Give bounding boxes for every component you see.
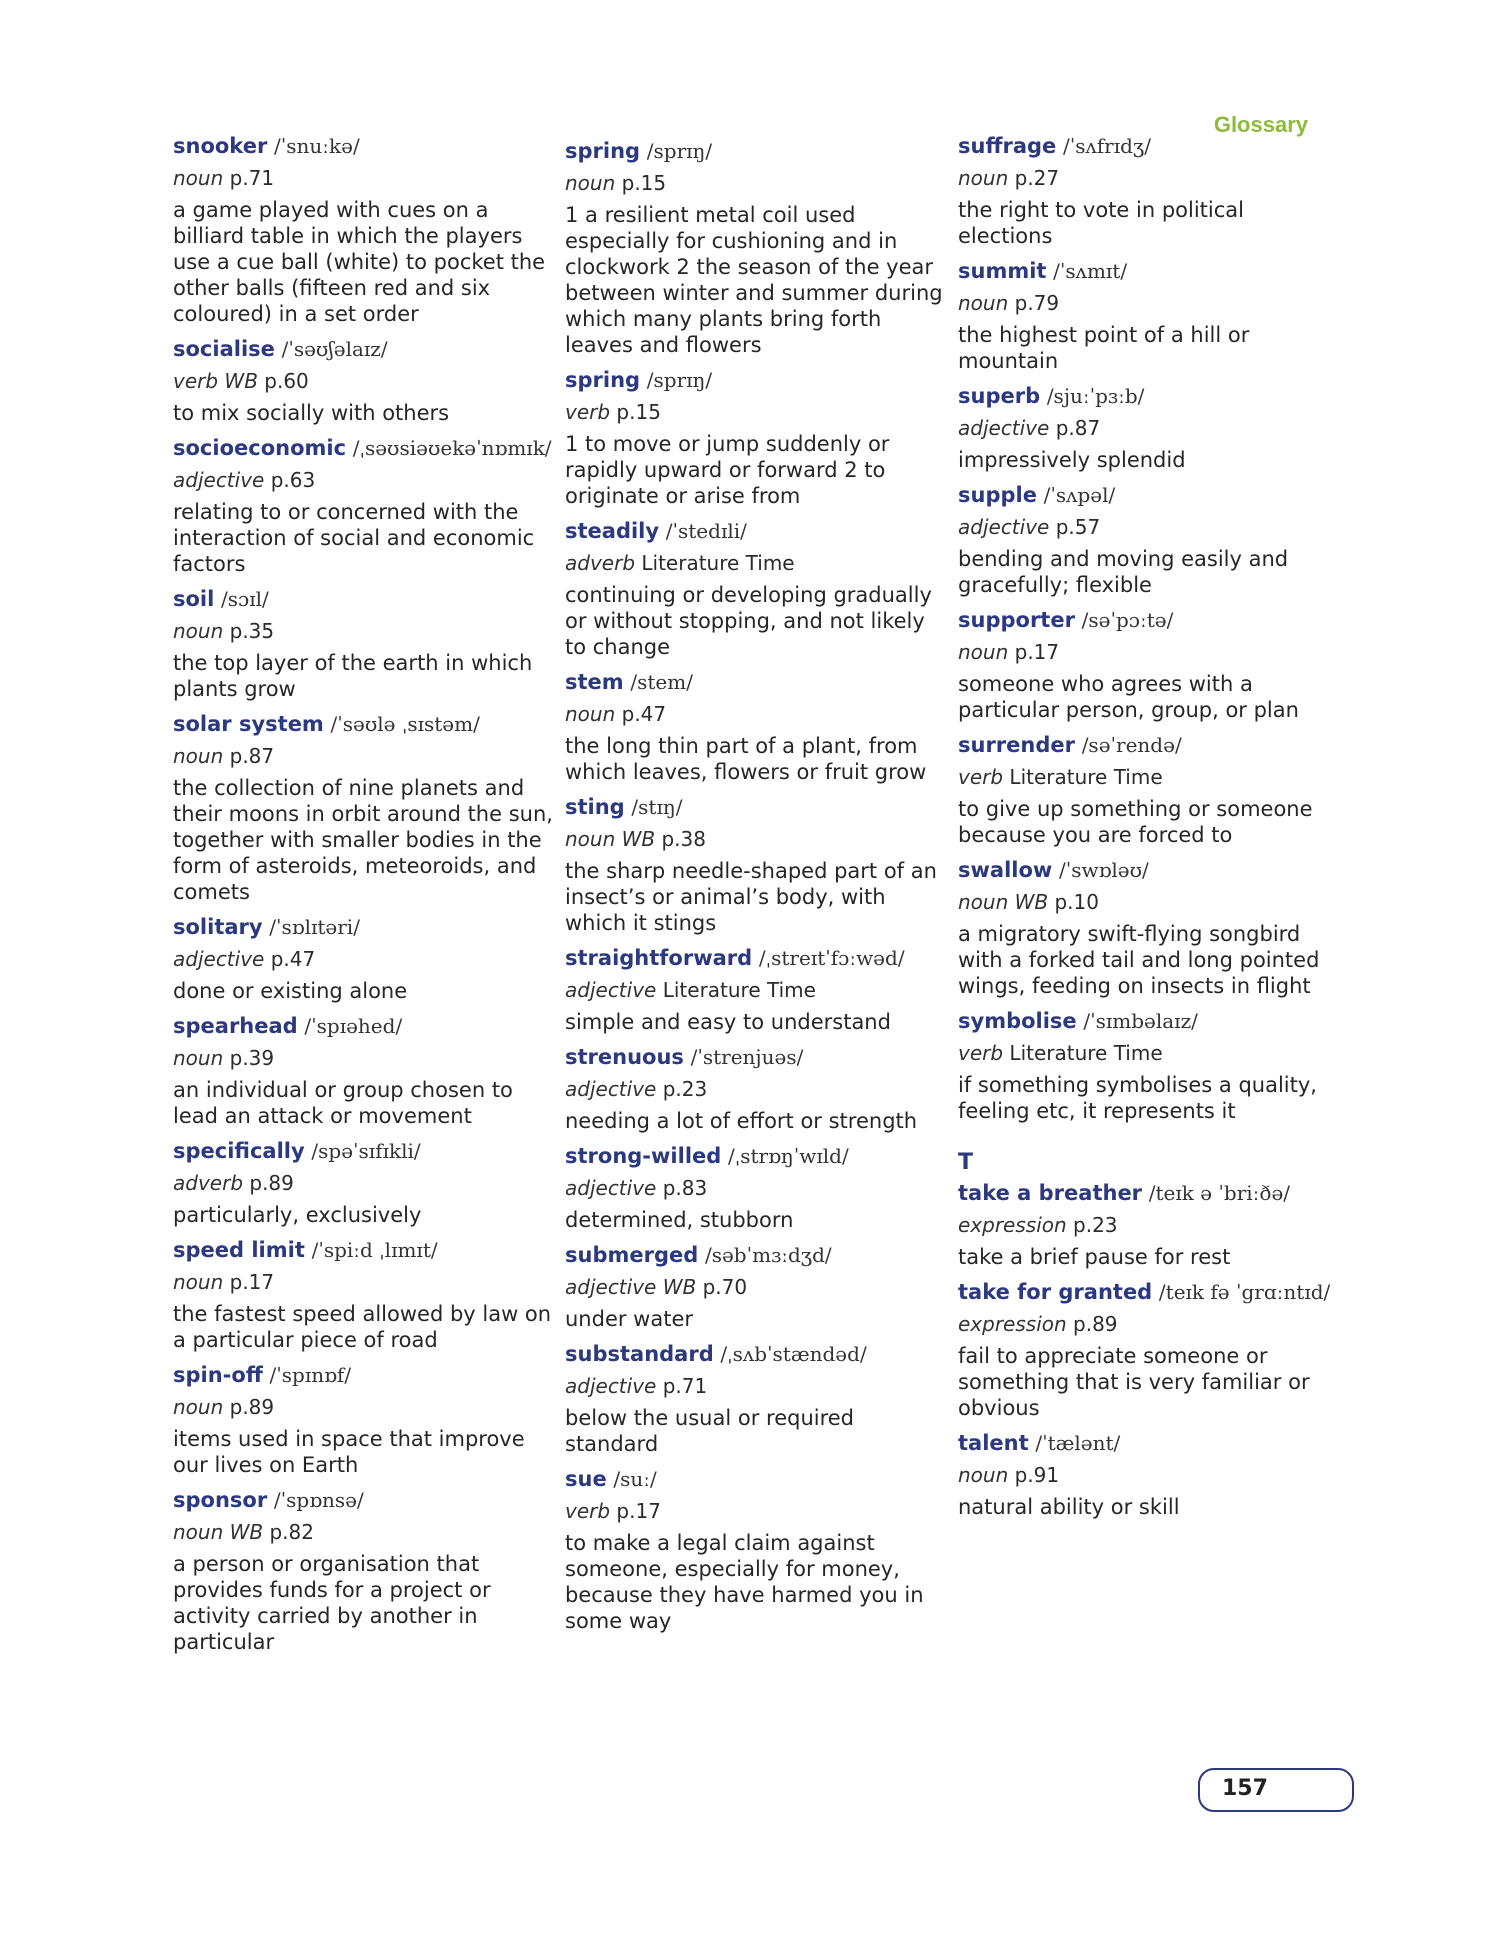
part-of-speech-line	[958, 1459, 1338, 1492]
glossary-entry	[565, 1140, 945, 1233]
page-reference: p.60	[264, 369, 309, 393]
part-of-speech: verb	[958, 765, 1004, 789]
headword: sponsor	[173, 1488, 268, 1512]
definition: under water	[565, 1307, 694, 1331]
pronunciation: /ˈsʌfrɪdʒ/	[1062, 134, 1151, 158]
part-of-speech-line	[173, 162, 553, 195]
definition: items used in space that improve our lives on Earth	[173, 1427, 525, 1477]
headword: superb	[958, 384, 1041, 408]
glossary-entry	[173, 333, 553, 426]
part-of-speech: verb	[565, 1499, 611, 1523]
glossary-entry	[173, 130, 553, 327]
entries-s-group	[958, 130, 1338, 1124]
part-of-speech-line	[565, 547, 945, 580]
part-of-speech: verb	[958, 1041, 1004, 1065]
pronunciation: /ˌsəʊsiəʊekəˈnɒmɪk/	[352, 436, 552, 460]
headword: substandard	[565, 1342, 714, 1366]
definition: an individual or group chosen to lead an attack or movement	[173, 1078, 513, 1128]
page-reference: p.87	[1055, 416, 1101, 440]
headword: talent	[958, 1431, 1029, 1455]
definition: if something symbolises a quality, feeling etc, it represents it	[958, 1073, 1317, 1123]
headword: surrender	[958, 733, 1075, 757]
headword: symbolise	[958, 1009, 1077, 1033]
page-reference: p.17	[229, 1270, 275, 1294]
page-reference: p.57	[1055, 515, 1101, 539]
glossary-entry	[173, 583, 553, 702]
page-reference: Literature Time	[641, 551, 795, 575]
pronunciation: /ˈsʌpəl/	[1043, 483, 1116, 507]
headword: spearhead	[173, 1014, 298, 1038]
page-reference: p.82	[269, 1520, 314, 1544]
headword: supple	[958, 483, 1037, 507]
part-of-speech: adjective WB	[565, 1275, 697, 1299]
part-of-speech-line	[565, 1495, 945, 1528]
page-reference: p.17	[1014, 640, 1060, 664]
pronunciation: /ˈstedɪli/	[665, 519, 747, 543]
pronunciation: /ˈsɪmbəlaɪz/	[1083, 1009, 1198, 1033]
part-of-speech: noun	[958, 1463, 1009, 1487]
headword-line	[565, 1463, 945, 1495]
part-of-speech-line	[565, 396, 945, 429]
headword: soil	[173, 587, 215, 611]
pronunciation: /stem/	[630, 670, 693, 694]
headword-line	[173, 1234, 553, 1266]
headword: socialise	[173, 337, 275, 361]
headword: spin-off	[173, 1363, 263, 1387]
page-reference: p.71	[662, 1374, 708, 1398]
headword: strenuous	[565, 1045, 684, 1069]
headword: strong-willed	[565, 1144, 722, 1168]
glossary-entry	[173, 1359, 553, 1478]
page-reference: p.15	[621, 171, 667, 195]
definition: the fastest speed allowed by law on a particular piece of road	[173, 1302, 552, 1352]
definition: particularly, exclusively	[173, 1203, 422, 1227]
part-of-speech: adjective	[565, 1077, 657, 1101]
headword-line	[958, 380, 1338, 412]
part-of-speech: adjective	[958, 416, 1050, 440]
part-of-speech: adjective	[565, 1374, 657, 1398]
glossary-entry	[565, 1338, 945, 1457]
pronunciation: /sprɪŋ/	[646, 139, 713, 163]
pronunciation: /suː/	[613, 1467, 657, 1491]
pronunciation: /teɪk ə ˈbriːðə/	[1148, 1181, 1291, 1205]
part-of-speech-line	[565, 823, 945, 856]
headword: solar system	[173, 712, 324, 736]
part-of-speech: expression	[958, 1213, 1067, 1237]
page-number: 157	[1222, 1776, 1268, 1801]
part-of-speech: adjective	[565, 1176, 657, 1200]
definition: bending and moving easily and gracefully; flexible	[958, 547, 1289, 597]
definition: the highest point of a hill or mountain	[958, 323, 1250, 373]
headword-line	[173, 1484, 553, 1516]
page-reference: p.47	[270, 947, 316, 971]
headword-line	[565, 666, 945, 698]
glossary-entry	[565, 791, 945, 936]
glossary-entry	[565, 135, 945, 358]
part-of-speech: adjective	[173, 947, 265, 971]
headword-line	[958, 1177, 1338, 1209]
glossary-column-3	[958, 130, 1338, 1526]
glossary-entry	[958, 604, 1338, 723]
part-of-speech: adjective	[958, 515, 1050, 539]
pronunciation: /ˈsʌmɪt/	[1053, 259, 1128, 283]
pronunciation: /ˈspɪnɒf/	[269, 1363, 352, 1387]
page-reference: p.38	[661, 827, 706, 851]
pronunciation: /ˈsəʊlə ˌsɪstəm/	[330, 712, 480, 736]
definition: the sharp needle-shaped part of an insect’s or animal’s body, with which it stings	[565, 859, 937, 935]
glossary-entry	[958, 130, 1338, 249]
glossary-entry	[565, 1239, 945, 1332]
definition: impressively splendid	[958, 448, 1186, 472]
definition: natural ability or skill	[958, 1495, 1180, 1519]
headword: socioeconomic	[173, 436, 347, 460]
page-reference: Literature Time	[1009, 1041, 1163, 1065]
headword-line	[565, 1041, 945, 1073]
part-of-speech: noun	[173, 744, 224, 768]
pronunciation: /səbˈmɜːdʒd/	[704, 1243, 832, 1267]
headword: solitary	[173, 915, 263, 939]
part-of-speech-line	[958, 761, 1338, 794]
headword-line	[173, 1359, 553, 1391]
headword-line	[958, 729, 1338, 761]
headword-line	[173, 130, 553, 162]
part-of-speech-line	[958, 162, 1338, 195]
part-of-speech-line	[173, 615, 553, 648]
headword-line	[565, 135, 945, 167]
headword-line	[173, 1135, 553, 1167]
glossary-entry	[958, 854, 1338, 999]
headword-line	[173, 1010, 553, 1042]
pronunciation: /ˈtælənt/	[1035, 1431, 1121, 1455]
definition: to give up something or someone because you are forced to	[958, 797, 1313, 847]
definition: the long thin part of a plant, from which leaves, flowers or fruit grow	[565, 734, 927, 784]
glossary-header: Glossary	[1213, 112, 1308, 137]
part-of-speech: noun	[565, 702, 616, 726]
headword: summit	[958, 259, 1047, 283]
part-of-speech-line	[173, 365, 553, 398]
page-reference: p.23	[662, 1077, 708, 1101]
part-of-speech: verb	[565, 400, 611, 424]
glossary-entry	[173, 432, 553, 577]
definition: the right to vote in political elections	[958, 198, 1245, 248]
part-of-speech-line	[173, 1167, 553, 1200]
headword-line	[173, 708, 553, 740]
part-of-speech: noun	[173, 1046, 224, 1070]
headword-line	[173, 432, 553, 464]
headword: spring	[565, 368, 641, 392]
pronunciation: /spəˈsɪfɪkli/	[311, 1139, 421, 1163]
part-of-speech: noun WB	[958, 890, 1049, 914]
pronunciation: /səˈpɔːtə/	[1081, 608, 1174, 632]
definition: a migratory swift-flying songbird with a forked tail and long pointed wings, feeding on insects in flight	[958, 922, 1320, 998]
pronunciation: /sɔɪl/	[221, 587, 269, 611]
page-reference: p.89	[249, 1171, 294, 1195]
definition: a game played with cues on a billiard table in which the players use a cue ball (white) to pocket the other balls (fifteen red and six coloured) in a set order	[173, 198, 546, 326]
headword: specifically	[173, 1139, 305, 1163]
part-of-speech: adjective	[173, 468, 265, 492]
part-of-speech-line	[565, 1370, 945, 1403]
headword: steadily	[565, 519, 660, 543]
headword-line	[173, 333, 553, 365]
definition: the top layer of the earth in which plants grow	[173, 651, 533, 701]
part-of-speech-line	[565, 1172, 945, 1205]
part-of-speech-line	[958, 636, 1338, 669]
headword: submerged	[565, 1243, 699, 1267]
page-reference: p.89	[229, 1395, 275, 1419]
glossary-column-2	[565, 135, 945, 1640]
definition: to mix socially with others	[173, 401, 450, 425]
page-reference: p.15	[616, 400, 661, 424]
page-reference: Literature Time	[662, 978, 816, 1002]
glossary-entry	[958, 1427, 1338, 1520]
part-of-speech-line	[958, 1308, 1338, 1341]
headword-line	[565, 791, 945, 823]
page-reference: p.35	[229, 619, 275, 643]
entries-t-group	[958, 1177, 1338, 1520]
part-of-speech: noun	[173, 619, 224, 643]
page-reference: p.71	[229, 166, 275, 190]
page-reference: p.89	[1073, 1312, 1118, 1336]
headword: swallow	[958, 858, 1053, 882]
headword-line	[958, 1427, 1338, 1459]
page-reference: Literature Time	[1009, 765, 1163, 789]
glossary-entry	[958, 729, 1338, 848]
definition: relating to or concerned with the interaction of social and economic factors	[173, 500, 535, 576]
page-reference: p.47	[621, 702, 667, 726]
definition: to make a legal claim against someone, especially for money, because they have harmed you in some way	[565, 1531, 924, 1633]
pronunciation: /sjuːˈpɜːb/	[1046, 384, 1145, 408]
glossary-entry	[173, 1484, 553, 1655]
part-of-speech: expression	[958, 1312, 1067, 1336]
headword-line	[565, 364, 945, 396]
page-number-box	[1198, 1768, 1354, 1812]
part-of-speech-line	[958, 511, 1338, 544]
definition: determined, stubborn	[565, 1208, 794, 1232]
headword: supporter	[958, 608, 1075, 632]
headword-line	[958, 854, 1338, 886]
definition: continuing or developing gradually or without stopping, and not likely to change	[565, 583, 932, 659]
glossary-entry	[565, 1041, 945, 1134]
part-of-speech-line	[958, 886, 1338, 919]
pronunciation: /ˌsʌbˈstændəd/	[720, 1342, 867, 1366]
page-reference: p.91	[1014, 1463, 1060, 1487]
glossary-entry	[958, 1276, 1338, 1421]
glossary-entry	[958, 380, 1338, 473]
definition: below the usual or required standard	[565, 1406, 855, 1456]
pronunciation: /teɪk fə ˈgrɑːntɪd/	[1158, 1280, 1331, 1304]
pronunciation: /ˈsəʊʃəlaɪz/	[281, 337, 388, 361]
part-of-speech: adverb	[565, 551, 636, 575]
part-of-speech-line	[565, 1073, 945, 1106]
headword: take a breather	[958, 1181, 1143, 1205]
part-of-speech: noun	[173, 166, 224, 190]
letter-heading-t: T	[958, 1150, 974, 1175]
part-of-speech: noun	[958, 166, 1009, 190]
part-of-speech-line	[173, 1391, 553, 1424]
page-reference: p.10	[1054, 890, 1099, 914]
pronunciation: /ˌstreɪtˈfɔːwəd/	[758, 946, 905, 970]
headword-line	[565, 1239, 945, 1271]
glossary-entry	[173, 1010, 553, 1129]
headword-line	[958, 1276, 1338, 1308]
glossary-entry	[565, 515, 945, 660]
page-reference: p.27	[1014, 166, 1060, 190]
pronunciation: /ˈspiːd ˌlɪmɪt/	[311, 1238, 438, 1262]
pronunciation: /stɪŋ/	[631, 795, 683, 819]
definition: someone who agrees with a particular person, group, or plan	[958, 672, 1299, 722]
definition: needing a lot of effort or strength	[565, 1109, 918, 1133]
part-of-speech: noun	[565, 171, 616, 195]
headword: straightforward	[565, 946, 753, 970]
page-reference: p.17	[616, 1499, 661, 1523]
glossary-entry	[958, 1177, 1338, 1270]
headword: sting	[565, 795, 625, 819]
headword-line	[958, 1005, 1338, 1037]
glossary-entry	[173, 911, 553, 1004]
headword-line	[958, 479, 1338, 511]
definition: 1 to move or jump suddenly or rapidly upward or forward 2 to originate or arise from	[565, 432, 890, 508]
part-of-speech: noun WB	[173, 1520, 264, 1544]
glossary-column-1	[173, 130, 553, 1661]
part-of-speech: verb WB	[173, 369, 258, 393]
part-of-speech-line	[565, 1271, 945, 1304]
pronunciation: /ˈstrenjuəs/	[690, 1045, 804, 1069]
definition: a person or organisation that provides funds for a project or activity carried by another in particular	[173, 1552, 491, 1654]
page-reference: p.39	[229, 1046, 275, 1070]
part-of-speech-line	[173, 464, 553, 497]
headword: sue	[565, 1467, 607, 1491]
definition: done or existing alone	[173, 979, 408, 1003]
part-of-speech-line	[173, 740, 553, 773]
definition: take a brief pause for rest	[958, 1245, 1231, 1269]
part-of-speech-line	[958, 1037, 1338, 1070]
headword-line	[565, 1338, 945, 1370]
glossary-entry	[173, 708, 553, 905]
part-of-speech: noun	[958, 291, 1009, 315]
part-of-speech-line	[565, 974, 945, 1007]
glossary-entry	[565, 942, 945, 1035]
page-reference: p.63	[270, 468, 316, 492]
part-of-speech-line	[173, 1042, 553, 1075]
part-of-speech-line	[173, 943, 553, 976]
part-of-speech: adjective	[565, 978, 657, 1002]
headword: speed limit	[173, 1238, 305, 1262]
page-reference: p.83	[662, 1176, 708, 1200]
part-of-speech-line	[565, 167, 945, 200]
headword: take for granted	[958, 1280, 1153, 1304]
part-of-speech-line	[565, 698, 945, 731]
glossary-entry	[958, 255, 1338, 374]
pronunciation: /ˈsnuːkə/	[274, 134, 360, 158]
pronunciation: /səˈrendə/	[1081, 733, 1182, 757]
part-of-speech-line	[958, 1209, 1338, 1242]
pronunciation: /ˈspɪəhed/	[304, 1014, 403, 1038]
definition: simple and easy to understand	[565, 1010, 891, 1034]
pronunciation: /ˈswɒləʊ/	[1058, 858, 1149, 882]
definition: 1 a resilient metal coil used especially for cushioning and in clockwork 2 the season of the year between winter and summer during which many plants bring forth leaves and flowers	[565, 203, 943, 357]
headword-line	[958, 255, 1338, 287]
headword: snooker	[173, 134, 268, 158]
glossary-entry	[565, 666, 945, 785]
glossary-entry	[958, 1005, 1338, 1124]
glossary-entry	[173, 1135, 553, 1228]
part-of-speech: noun WB	[565, 827, 656, 851]
part-of-speech-line	[958, 287, 1338, 320]
definition: the collection of nine planets and their moons in orbit around the sun, together with smaller bodies in the form of asteroids, meteoroids, and comets	[173, 776, 553, 904]
headword: spring	[565, 139, 641, 163]
headword-line	[958, 130, 1338, 162]
headword-line	[565, 942, 945, 974]
part-of-speech: adverb	[173, 1171, 244, 1195]
pronunciation: /ˈsɒlɪtəri/	[269, 915, 360, 939]
pronunciation: /sprɪŋ/	[646, 368, 713, 392]
glossary-entry	[958, 479, 1338, 598]
headword-line	[565, 515, 945, 547]
headword-line	[565, 1140, 945, 1172]
part-of-speech-line	[958, 412, 1338, 445]
part-of-speech-line	[173, 1516, 553, 1549]
part-of-speech-line	[173, 1266, 553, 1299]
glossary-entry	[173, 1234, 553, 1353]
headword: stem	[565, 670, 624, 694]
part-of-speech: noun	[173, 1395, 224, 1419]
page-reference: p.87	[229, 744, 275, 768]
glossary-entry	[565, 364, 945, 509]
page-reference: p.70	[702, 1275, 748, 1299]
part-of-speech: noun	[958, 640, 1009, 664]
headword-line	[958, 604, 1338, 636]
part-of-speech: noun	[173, 1270, 224, 1294]
glossary-entry	[565, 1463, 945, 1634]
pronunciation: /ˌstrɒŋˈwɪld/	[727, 1144, 849, 1168]
headword: suffrage	[958, 134, 1057, 158]
page-reference: p.79	[1014, 291, 1060, 315]
definition: fail to appreciate someone or something that is very familiar or obvious	[958, 1344, 1310, 1420]
headword-line	[173, 583, 553, 615]
page-reference: p.23	[1073, 1213, 1118, 1237]
headword-line	[173, 911, 553, 943]
pronunciation: /ˈspɒnsə/	[273, 1488, 364, 1512]
